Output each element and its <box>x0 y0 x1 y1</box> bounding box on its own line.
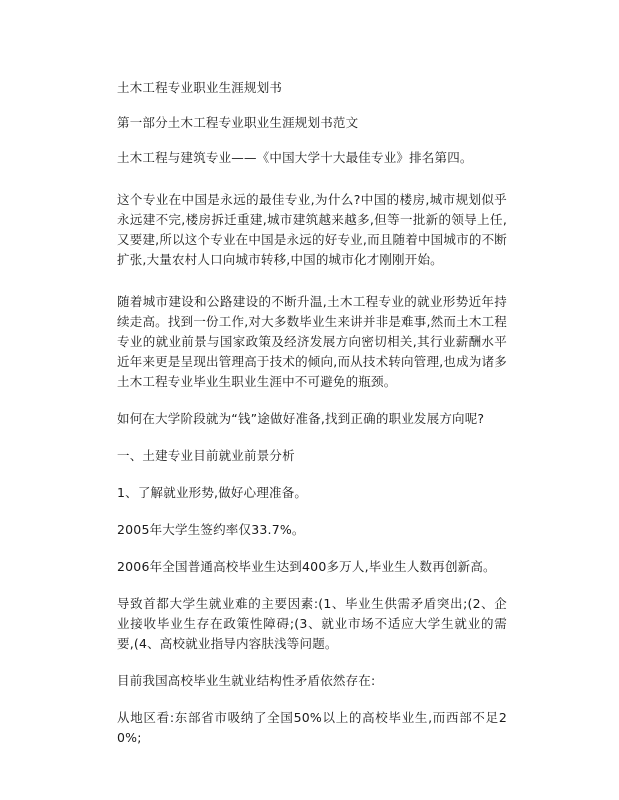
structural-contradiction-line: 目前我国高校毕业生就业结构性矛盾依然存在: <box>117 673 376 688</box>
list-item-employment-situation: 1、了解就业形势,做好心理准备。 <box>117 485 308 500</box>
ranking-line: 土木工程与建筑专业——《中国大学十大最佳专业》排名第四。 <box>117 150 473 165</box>
paragraph-city-construction: 这个专业在中国是永远的最佳专业,为什么?中国的楼房,城市规划似乎永远建不完,楼房拆迁重建,城市建筑越来越多,但等一批新的领导上任,又要建,所以这个专业在中国是永远的好专业,而且随着中国城市的不断扩张,大量农村人口向城市转移,中国的城市化才刚刚开始。 <box>117 192 507 267</box>
regional-distribution-line: 从地区看:东部省市吸纳了全国50%以上的高校毕业生,而西部不足20%; <box>117 710 507 745</box>
document-title: 土木工程专业职业生涯规划书 <box>117 80 283 95</box>
part-heading: 第一部分土木工程专业职业生涯规划书范文 <box>117 115 359 130</box>
section-heading-employment-analysis: 一、土建专业目前就业前景分析 <box>117 448 295 463</box>
career-question: 如何在大学阶段就为“钱”途做好准备,找到正确的职业发展方向呢? <box>117 411 485 426</box>
stat-2006-graduates: 2006年全国普通高校毕业生达到400多万人,毕业生人数再创新高。 <box>117 559 496 574</box>
paragraph-employment-trend: 随着城市建设和公路建设的不断升温,土木工程专业的就业形势近年持续走高。找到一份工作,对大多数毕业生来讲并非是难事,然而土木工程专业的就业前景与国家政策及经济发展方向密切相关,其行业薪酬水平近年来更是呈现出管理高于技术的倾向,而从技术转向管理,也成为诸多土木工程专业毕业生职业生涯中不可避免的瓶颈。 <box>117 294 507 389</box>
stat-2005-signing-rate: 2005年大学生签约率仅33.7%。 <box>117 522 305 537</box>
document-body <box>117 78 507 748</box>
paragraph-difficulty-factors: 导致首都大学生就业难的主要因素:(1、毕业生供需矛盾突出;(2、企业接收毕业生存在政策性障碍;(3、就业市场不适应大学生就业的需要,(4、高校就业指导内容肤浅等问题。 <box>117 596 507 651</box>
